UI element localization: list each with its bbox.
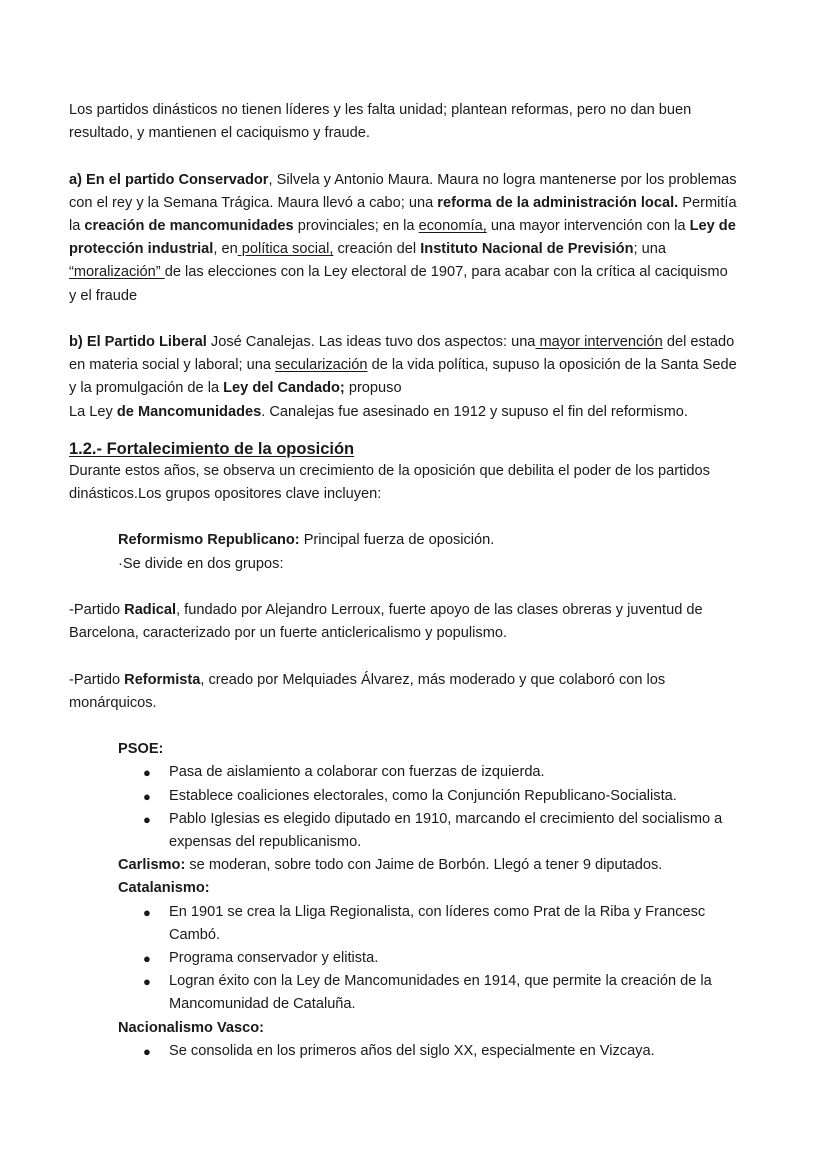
liberal-paragraph: b) El Partido Liberal José Canalejas. Las ideas tuvo dos aspectos: una mayor intervención del estado en materia social y laboral; una secularización de la vida política, supuso la oposición de la Santa Sede y la promulgación de la Ley del Candado; propuso bbox=[69, 334, 737, 397]
radical-paragraph: -Partido Radical, fundado por Alejandro Lerroux, fuerte apoyo de las clases obreras y juventud de Barcelona, caracterizado por un fuerte anticlericalismo y populismo. bbox=[69, 602, 703, 642]
reformista-paragraph: -Partido Reformista, creado por Melquiades Álvarez, más moderado y que colaboró con los monárquicos. bbox=[69, 671, 666, 711]
carlismo-line: Carlismo: se moderan, sobre todo con Jaime de Borbón. Llegó a tener 9 diputados. bbox=[118, 857, 663, 874]
list-item: ● Pasa de aislamiento a colaborar con fuerzas de izquierda. bbox=[69, 761, 739, 784]
list-item: ● Pablo Iglesias es elegido diputado en 1910, marcando el crecimiento del socialismo a expensas del republicanismo. bbox=[69, 808, 739, 854]
bullet-icon: ● bbox=[143, 974, 151, 990]
vasco-label: Nacionalismo Vasco: bbox=[118, 1019, 264, 1036]
bullet-icon: ● bbox=[143, 951, 151, 967]
liberal-heading: b) El Partido Liberal bbox=[69, 334, 207, 350]
vasco-list bbox=[69, 1040, 739, 1063]
list-item: ● En 1901 se crea la Lliga Regionalista, con líderes como Prat de la Riba y Francesc Cambó. bbox=[69, 901, 739, 947]
list-item: ● Logran éxito con la Ley de Mancomunidades en 1914, que permite la creación de la Mancomunidad de Cataluña. bbox=[69, 970, 739, 1016]
bullet-icon: ● bbox=[143, 811, 151, 827]
catalanismo-label: Catalanismo: bbox=[118, 880, 210, 897]
conservador-heading: a) En el partido Conservador bbox=[69, 171, 269, 188]
psoe-list bbox=[69, 761, 739, 854]
liberal-paragraph-line2: La Ley de Mancomunidades. Canalejas fue asesinado en 1912 y supuso el fin del reformismo. bbox=[69, 403, 688, 420]
republicano-sub: ·Se divide en dos grupos: bbox=[118, 555, 284, 572]
list-item: ● Se consolida en los primeros años del siglo XX, especialmente en Vizcaya. bbox=[69, 1040, 739, 1063]
intro-paragraph: Los partidos dinásticos no tienen líderes y les falta unidad; plantean reformas, pero no dan buen resultado, y mantienen el caciquismo y fraude. bbox=[69, 102, 692, 142]
conservador-paragraph: a) En el partido Conservador, Silvela y Antonio Maura. Maura no logra mantenerse por los problemas con el rey y la Semana Trágica. Maura llevó a cabo; una reforma de la administración local. Permitía la creación de mancomunidades provinciales; en la economía, una mayor intervención con la Ley de protección industrial, en política social, creación del Instituto Nacional de Previsión; una “moralización” de las elecciones con la Ley electoral de 1907, para acabar con la crítica al caciquismo y el fraude bbox=[69, 171, 737, 304]
bullet-icon: ● bbox=[143, 904, 151, 920]
bullet-icon: ● bbox=[143, 788, 151, 804]
list-item: ● Programa conservador y elitista. bbox=[69, 947, 739, 970]
bullet-icon: ● bbox=[143, 765, 151, 781]
document-body bbox=[69, 99, 739, 1063]
catalanismo-list bbox=[69, 901, 739, 1017]
list-item: ● Establece coaliciones electorales, como la Conjunción Republicano-Socialista. bbox=[69, 785, 739, 808]
bullet-icon: ● bbox=[143, 1043, 151, 1059]
psoe-label: PSOE: bbox=[118, 741, 164, 758]
section-intro: Durante estos años, se observa un crecimiento de la oposición que debilita el poder de los partidos dinásticos.Los grupos opositores clave incluyen: bbox=[69, 462, 710, 503]
republicano-line: Reformismo Republicano: Principal fuerza de oposición. bbox=[118, 532, 495, 549]
section-title: 1.2.- Fortalecimiento de la oposición bbox=[69, 439, 355, 458]
